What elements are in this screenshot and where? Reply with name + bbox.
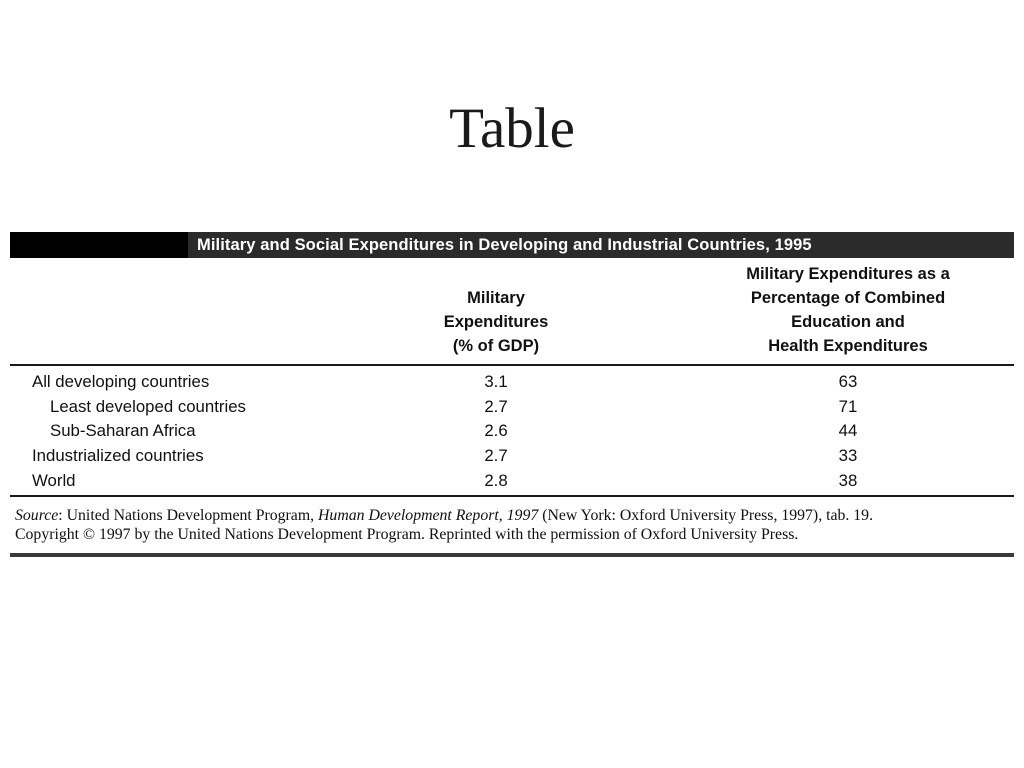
header-line: Percentage of Combined: [750, 289, 946, 307]
gdp-value: 2.8: [484, 470, 508, 490]
header-line: Health Expenditures: [768, 337, 928, 355]
table-row: [10, 444, 1014, 469]
table-row: [10, 468, 1014, 493]
expenditure-table-figure: [10, 232, 1014, 557]
edu-health-value: 63: [838, 372, 858, 392]
gdp-value: 2.7: [484, 446, 508, 466]
table-title: Military and Social Expenditures in Developing and Industrial Countries, 1995: [188, 232, 1014, 258]
edu-health-value: 38: [838, 470, 858, 490]
row-label: All developing countries: [32, 372, 210, 392]
source-line-2: Copyright © 1997 by the United Nations Development Program. Reprinted with the permission of Oxford University Press.: [15, 526, 799, 544]
row-label: Least developed countries: [50, 396, 246, 416]
report-title: Human Development Report, 1997: [318, 506, 543, 524]
bottom-rule: [10, 553, 1014, 557]
page-title: Table: [449, 97, 575, 160]
row-label: Sub-Saharan Africa: [50, 421, 196, 441]
edu-health-value: 71: [838, 396, 858, 416]
edu-health-value: 33: [838, 446, 858, 466]
column-header-gdp: [310, 286, 682, 358]
gdp-value: 3.1: [484, 372, 508, 392]
table-row: [10, 370, 1014, 395]
column-header-edu-health: [682, 262, 1014, 358]
banner-black-block: [10, 232, 188, 258]
gdp-value: 2.7: [484, 396, 508, 416]
gdp-value: 2.6: [484, 421, 508, 441]
source-word: Source: [15, 506, 59, 524]
header-line: Education and: [791, 313, 905, 331]
table-body: [10, 366, 1014, 495]
row-label: Industrialized countries: [32, 446, 204, 466]
table-title-banner: [10, 232, 1014, 258]
source-line-1: Source: United Nations Development Program, Human Development Report, 1997 (New York: Oxford University Press, 1997), tab. 19.: [15, 506, 874, 524]
header-line: (% of GDP): [452, 337, 540, 355]
table-row: [10, 395, 1014, 420]
table-header-row: [10, 258, 1014, 364]
header-line: Military Expenditures as a: [746, 265, 950, 283]
row-label: World: [32, 470, 76, 490]
header-line: Military: [467, 289, 525, 307]
source-note: [10, 497, 1014, 545]
edu-health-value: 44: [838, 421, 858, 441]
header-line: Expenditures: [443, 313, 549, 331]
table-row: [10, 419, 1014, 444]
